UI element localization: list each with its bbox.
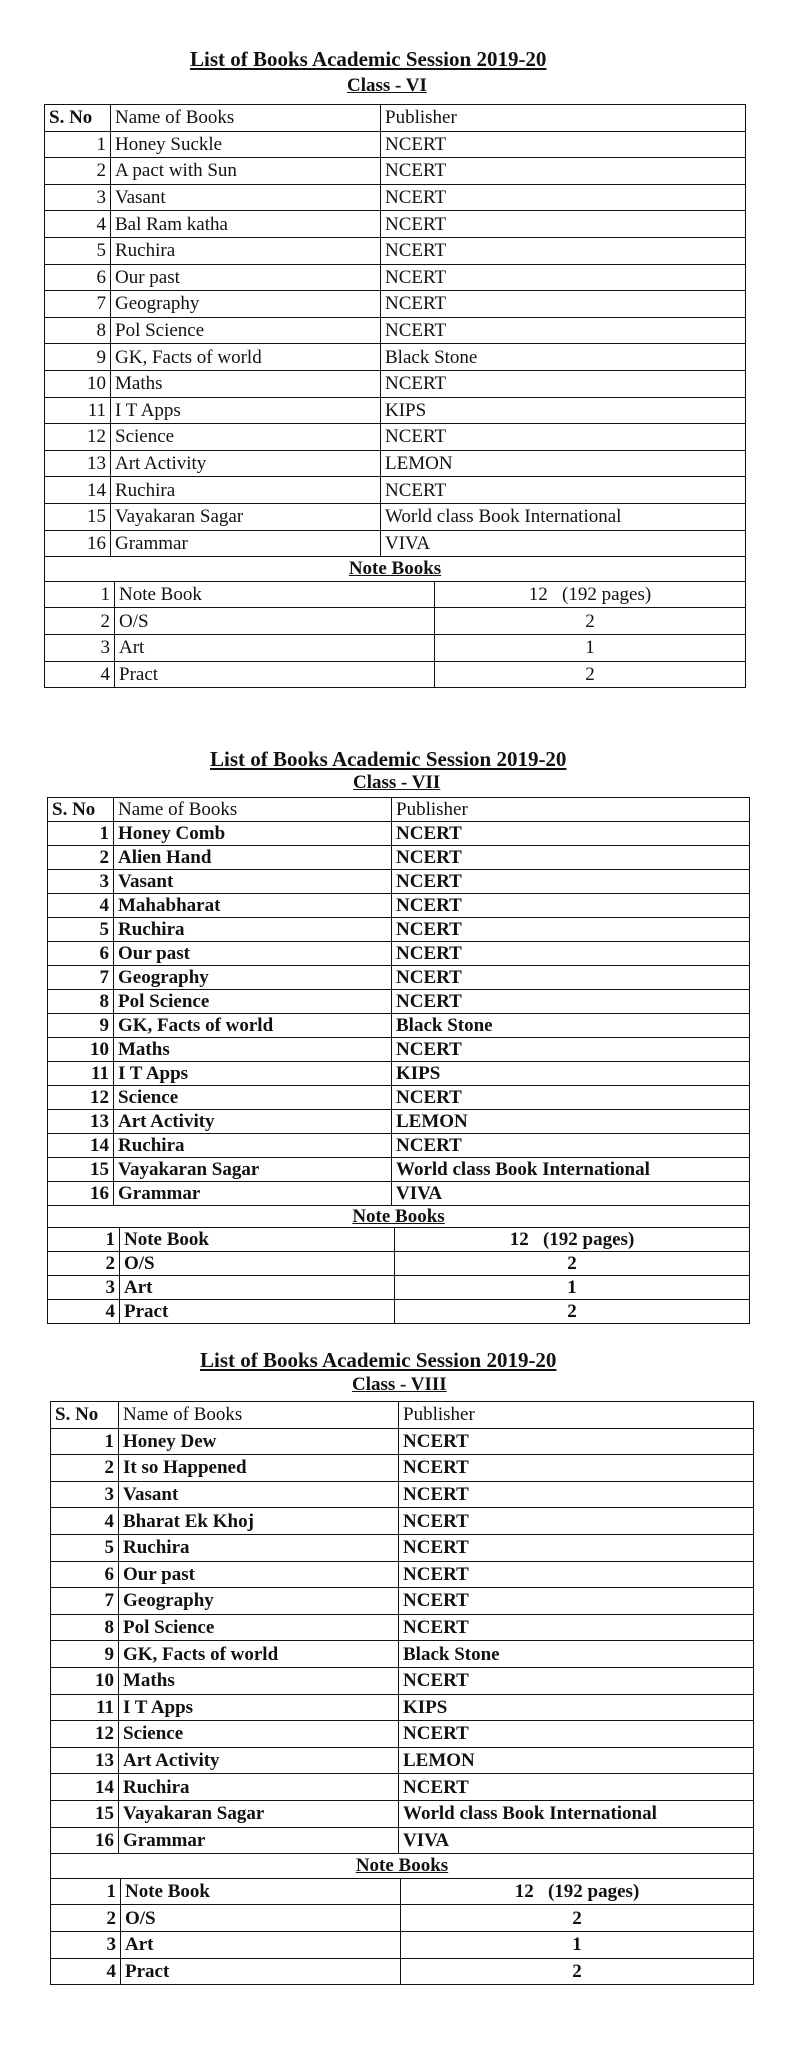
notebook-sno: 2 <box>48 1252 120 1276</box>
row-book-name: Pol Science <box>114 990 392 1014</box>
table-row <box>45 503 746 530</box>
table-row <box>51 1455 754 1482</box>
row-publisher: KIPS <box>381 397 746 424</box>
table-row <box>45 317 746 344</box>
row-book-name: GK, Facts of world <box>111 344 381 371</box>
notebook-sno: 3 <box>45 634 115 661</box>
row-book-name: Vasant <box>111 184 381 211</box>
table-row <box>48 1158 750 1182</box>
row-book-name: Ruchira <box>119 1774 399 1801</box>
row-sno: 10 <box>48 1038 114 1062</box>
table-row <box>48 1182 750 1206</box>
row-book-name: Grammar <box>114 1182 392 1206</box>
row-sno: 2 <box>48 846 114 870</box>
row-book-name: Bal Ram katha <box>111 211 381 238</box>
row-sno: 16 <box>45 530 111 557</box>
row-publisher: NCERT <box>392 990 750 1014</box>
notebook-sno: 3 <box>51 1931 121 1958</box>
notebooks-heading: Note Books <box>45 557 746 582</box>
notebooks-table <box>50 1878 754 1985</box>
row-book-name: Our past <box>114 942 392 966</box>
class-label: Class - VI <box>347 75 427 96</box>
row-sno: 8 <box>48 990 114 1014</box>
notebook-name: Note Book <box>120 1228 395 1252</box>
books-table <box>44 104 746 582</box>
row-book-name: GK, Facts of world <box>119 1641 399 1668</box>
row-sno: 1 <box>51 1428 119 1455</box>
notebook-sno: 2 <box>45 608 115 635</box>
table-row <box>51 1774 754 1801</box>
notebook-name: Pract <box>115 661 435 688</box>
notebook-row <box>51 1905 754 1932</box>
row-book-name: Ruchira <box>114 1134 392 1158</box>
table-row <box>48 1110 750 1134</box>
row-book-name: Ruchira <box>114 918 392 942</box>
row-publisher: NCERT <box>399 1721 754 1748</box>
row-book-name: Alien Hand <box>114 846 392 870</box>
table-row <box>51 1694 754 1721</box>
row-publisher: NCERT <box>399 1534 754 1561</box>
row-book-name: Maths <box>119 1667 399 1694</box>
row-publisher: World class Book International <box>381 503 746 530</box>
header-sno: S. No <box>51 1402 119 1429</box>
table-row <box>51 1827 754 1854</box>
header-name: Name of Books <box>114 798 392 822</box>
table-row <box>45 184 746 211</box>
section-title: List of Books Academic Session 2019-20 <box>210 747 567 771</box>
table-row <box>51 1561 754 1588</box>
row-publisher: KIPS <box>392 1062 750 1086</box>
row-publisher: World class Book International <box>399 1800 754 1827</box>
table-row <box>51 1508 754 1535</box>
row-book-name: I T Apps <box>119 1694 399 1721</box>
row-publisher: VIVA <box>399 1827 754 1854</box>
notebook-quantity: 12 (192 pages) <box>401 1878 754 1905</box>
row-sno: 9 <box>45 344 111 371</box>
row-sno: 6 <box>48 942 114 966</box>
table-row <box>48 1014 750 1038</box>
notebook-name: Note Book <box>121 1878 401 1905</box>
section-title: List of Books Academic Session 2019-20 <box>200 1348 557 1372</box>
row-publisher: NCERT <box>392 822 750 846</box>
notebook-quantity: 1 <box>401 1931 754 1958</box>
table-row <box>48 966 750 990</box>
row-sno: 16 <box>48 1182 114 1206</box>
row-sno: 10 <box>45 370 111 397</box>
row-sno: 6 <box>45 264 111 291</box>
row-publisher: Black Stone <box>381 344 746 371</box>
table-header-row <box>48 798 750 822</box>
notebook-quantity: 2 <box>401 1958 754 1985</box>
notebooks-heading-row <box>51 1854 754 1879</box>
table-row <box>51 1800 754 1827</box>
table-row <box>45 158 746 185</box>
row-sno: 12 <box>48 1086 114 1110</box>
notebook-name: O/S <box>120 1252 395 1276</box>
row-publisher: NCERT <box>381 237 746 264</box>
section-title: List of Books Academic Session 2019-20 <box>190 47 547 71</box>
row-publisher: NCERT <box>392 894 750 918</box>
row-sno: 11 <box>51 1694 119 1721</box>
notebooks-table <box>44 581 746 688</box>
row-sno: 14 <box>45 477 111 504</box>
row-book-name: A pact with Sun <box>111 158 381 185</box>
row-sno: 5 <box>51 1534 119 1561</box>
row-book-name: Vayakaran Sagar <box>111 503 381 530</box>
notebook-quantity: 2 <box>435 661 746 688</box>
row-sno: 3 <box>48 870 114 894</box>
row-book-name: Our past <box>119 1561 399 1588</box>
notebook-quantity: 2 <box>401 1905 754 1932</box>
table-row <box>45 477 746 504</box>
table-row <box>45 344 746 371</box>
row-book-name: Vayakaran Sagar <box>119 1800 399 1827</box>
header-sno: S. No <box>48 798 114 822</box>
notebook-quantity: 1 <box>395 1276 750 1300</box>
notebook-name: Note Book <box>115 581 435 608</box>
row-book-name: GK, Facts of world <box>114 1014 392 1038</box>
row-sno: 9 <box>48 1014 114 1038</box>
row-sno: 8 <box>45 317 111 344</box>
row-publisher: Black Stone <box>399 1641 754 1668</box>
table-row <box>51 1721 754 1748</box>
row-sno: 1 <box>45 131 111 158</box>
row-sno: 13 <box>51 1747 119 1774</box>
row-sno: 13 <box>48 1110 114 1134</box>
row-book-name: Vayakaran Sagar <box>114 1158 392 1182</box>
row-book-name: Mahabharat <box>114 894 392 918</box>
notebook-row <box>45 634 746 661</box>
header-publisher: Publisher <box>381 105 746 132</box>
row-publisher: World class Book International <box>392 1158 750 1182</box>
row-sno: 3 <box>45 184 111 211</box>
notebooks-heading-row <box>45 557 746 582</box>
notebook-sno: 3 <box>48 1276 120 1300</box>
row-sno: 7 <box>45 291 111 318</box>
row-book-name: Ruchira <box>111 237 381 264</box>
row-publisher: NCERT <box>381 424 746 451</box>
row-sno: 7 <box>48 966 114 990</box>
row-book-name: Honey Dew <box>119 1428 399 1455</box>
table-row <box>45 264 746 291</box>
notebooks-heading-row <box>48 1206 750 1228</box>
row-publisher: NCERT <box>399 1588 754 1615</box>
row-book-name: Vasant <box>114 870 392 894</box>
row-book-name: Grammar <box>111 530 381 557</box>
header-sno: S. No <box>45 105 111 132</box>
row-sno: 6 <box>51 1561 119 1588</box>
row-publisher: NCERT <box>392 942 750 966</box>
row-book-name: Geography <box>114 966 392 990</box>
notebook-sno: 4 <box>51 1958 121 1985</box>
table-header-row <box>45 105 746 132</box>
row-publisher: VIVA <box>381 530 746 557</box>
table-row <box>48 942 750 966</box>
notebook-name: Pract <box>120 1300 395 1324</box>
table-row <box>51 1588 754 1615</box>
row-sno: 3 <box>51 1481 119 1508</box>
table-row <box>51 1481 754 1508</box>
row-book-name: Maths <box>114 1038 392 1062</box>
class-label: Class - VII <box>353 772 441 793</box>
notebooks-heading: Note Books <box>48 1206 750 1228</box>
row-book-name: Science <box>119 1721 399 1748</box>
row-book-name: Bharat Ek Khoj <box>119 1508 399 1535</box>
notebook-row <box>51 1958 754 1985</box>
notebook-name: Art <box>115 634 435 661</box>
row-sno: 7 <box>51 1588 119 1615</box>
table-row <box>45 211 746 238</box>
row-book-name: Our past <box>111 264 381 291</box>
notebook-row <box>45 661 746 688</box>
notebook-row <box>48 1300 750 1324</box>
class-label: Class - VIII <box>352 1374 447 1395</box>
notebook-sno: 1 <box>48 1228 120 1252</box>
row-publisher: NCERT <box>381 370 746 397</box>
row-book-name: Honey Comb <box>114 822 392 846</box>
table-row <box>51 1428 754 1455</box>
row-publisher: NCERT <box>392 1134 750 1158</box>
row-publisher: NCERT <box>381 317 746 344</box>
table-row <box>48 1062 750 1086</box>
row-sno: 2 <box>45 158 111 185</box>
row-publisher: NCERT <box>399 1428 754 1455</box>
table-row <box>51 1614 754 1641</box>
row-sno: 14 <box>48 1134 114 1158</box>
row-book-name: Vasant <box>119 1481 399 1508</box>
table-row <box>45 397 746 424</box>
notebook-quantity: 2 <box>435 608 746 635</box>
row-publisher: NCERT <box>392 966 750 990</box>
notebooks-heading: Note Books <box>51 1854 754 1879</box>
table-row <box>45 530 746 557</box>
row-sno: 16 <box>51 1827 119 1854</box>
table-row <box>51 1667 754 1694</box>
notebook-row <box>51 1878 754 1905</box>
row-book-name: Geography <box>111 291 381 318</box>
notebook-row <box>45 581 746 608</box>
row-sno: 4 <box>45 211 111 238</box>
table-row <box>51 1747 754 1774</box>
row-publisher: NCERT <box>399 1774 754 1801</box>
row-publisher: NCERT <box>381 291 746 318</box>
row-sno: 8 <box>51 1614 119 1641</box>
notebook-sno: 2 <box>51 1905 121 1932</box>
notebook-row <box>48 1252 750 1276</box>
row-publisher: NCERT <box>392 1038 750 1062</box>
row-publisher: LEMON <box>381 450 746 477</box>
table-row <box>45 237 746 264</box>
row-book-name: Science <box>111 424 381 451</box>
row-sno: 4 <box>48 894 114 918</box>
books-table <box>47 797 750 1228</box>
row-sno: 4 <box>51 1508 119 1535</box>
row-book-name: Grammar <box>119 1827 399 1854</box>
table-row <box>48 846 750 870</box>
header-name: Name of Books <box>119 1402 399 1429</box>
row-publisher: Black Stone <box>392 1014 750 1038</box>
row-book-name: I T Apps <box>111 397 381 424</box>
row-publisher: KIPS <box>399 1694 754 1721</box>
notebook-name: O/S <box>115 608 435 635</box>
header-publisher: Publisher <box>392 798 750 822</box>
header-publisher: Publisher <box>399 1402 754 1429</box>
row-book-name: Honey Suckle <box>111 131 381 158</box>
row-publisher: VIVA <box>392 1182 750 1206</box>
row-publisher: NCERT <box>381 211 746 238</box>
notebook-quantity: 12 (192 pages) <box>395 1228 750 1252</box>
row-publisher: NCERT <box>392 918 750 942</box>
notebook-quantity: 1 <box>435 634 746 661</box>
header-name: Name of Books <box>111 105 381 132</box>
row-publisher: NCERT <box>399 1614 754 1641</box>
row-publisher: NCERT <box>399 1455 754 1482</box>
row-sno: 15 <box>51 1800 119 1827</box>
table-row <box>45 291 746 318</box>
row-publisher: NCERT <box>381 158 746 185</box>
table-row <box>48 870 750 894</box>
row-sno: 11 <box>48 1062 114 1086</box>
row-sno: 11 <box>45 397 111 424</box>
row-book-name: Art Activity <box>114 1110 392 1134</box>
notebook-name: Art <box>120 1276 395 1300</box>
notebook-sno: 4 <box>48 1300 120 1324</box>
row-publisher: NCERT <box>399 1481 754 1508</box>
table-row <box>48 894 750 918</box>
table-row <box>48 1038 750 1062</box>
table-row <box>48 1134 750 1158</box>
row-sno: 9 <box>51 1641 119 1668</box>
row-book-name: Ruchira <box>119 1534 399 1561</box>
row-sno: 1 <box>48 822 114 846</box>
notebook-sno: 1 <box>45 581 115 608</box>
row-book-name: Science <box>114 1086 392 1110</box>
row-publisher: LEMON <box>392 1110 750 1134</box>
notebooks-table <box>47 1227 750 1324</box>
notebook-sno: 1 <box>51 1878 121 1905</box>
notebook-name: Pract <box>121 1958 401 1985</box>
notebook-name: Art <box>121 1931 401 1958</box>
row-sno: 10 <box>51 1667 119 1694</box>
table-row <box>51 1641 754 1668</box>
notebook-sno: 4 <box>45 661 115 688</box>
books-table <box>50 1401 754 1879</box>
row-sno: 14 <box>51 1774 119 1801</box>
row-publisher: LEMON <box>399 1747 754 1774</box>
row-publisher: NCERT <box>381 264 746 291</box>
row-sno: 15 <box>48 1158 114 1182</box>
table-header-row <box>51 1402 754 1429</box>
row-sno: 12 <box>45 424 111 451</box>
notebook-row <box>51 1931 754 1958</box>
row-publisher: NCERT <box>392 1086 750 1110</box>
table-row <box>48 1086 750 1110</box>
row-book-name: It so Happened <box>119 1455 399 1482</box>
row-publisher: NCERT <box>399 1561 754 1588</box>
table-row <box>51 1534 754 1561</box>
row-book-name: Geography <box>119 1588 399 1615</box>
row-sno: 2 <box>51 1455 119 1482</box>
notebook-row <box>45 608 746 635</box>
notebook-quantity: 12 (192 pages) <box>435 581 746 608</box>
row-publisher: NCERT <box>399 1508 754 1535</box>
row-publisher: NCERT <box>381 184 746 211</box>
notebook-quantity: 2 <box>395 1252 750 1276</box>
row-book-name: Art Activity <box>111 450 381 477</box>
row-book-name: Pol Science <box>119 1614 399 1641</box>
row-sno: 13 <box>45 450 111 477</box>
row-book-name: Pol Science <box>111 317 381 344</box>
row-publisher: NCERT <box>381 477 746 504</box>
row-book-name: Art Activity <box>119 1747 399 1774</box>
row-sno: 15 <box>45 503 111 530</box>
row-sno: 12 <box>51 1721 119 1748</box>
table-row <box>48 990 750 1014</box>
row-book-name: I T Apps <box>114 1062 392 1086</box>
row-publisher: NCERT <box>392 870 750 894</box>
notebook-row <box>48 1276 750 1300</box>
notebook-row <box>48 1228 750 1252</box>
table-row <box>48 918 750 942</box>
table-row <box>45 424 746 451</box>
table-row <box>45 370 746 397</box>
notebook-quantity: 2 <box>395 1300 750 1324</box>
table-row <box>45 450 746 477</box>
row-publisher: NCERT <box>392 846 750 870</box>
table-row <box>48 822 750 846</box>
row-book-name: Ruchira <box>111 477 381 504</box>
row-book-name: Maths <box>111 370 381 397</box>
row-sno: 5 <box>45 237 111 264</box>
table-row <box>45 131 746 158</box>
row-publisher: NCERT <box>381 131 746 158</box>
row-publisher: NCERT <box>399 1667 754 1694</box>
notebook-name: O/S <box>121 1905 401 1932</box>
row-sno: 5 <box>48 918 114 942</box>
